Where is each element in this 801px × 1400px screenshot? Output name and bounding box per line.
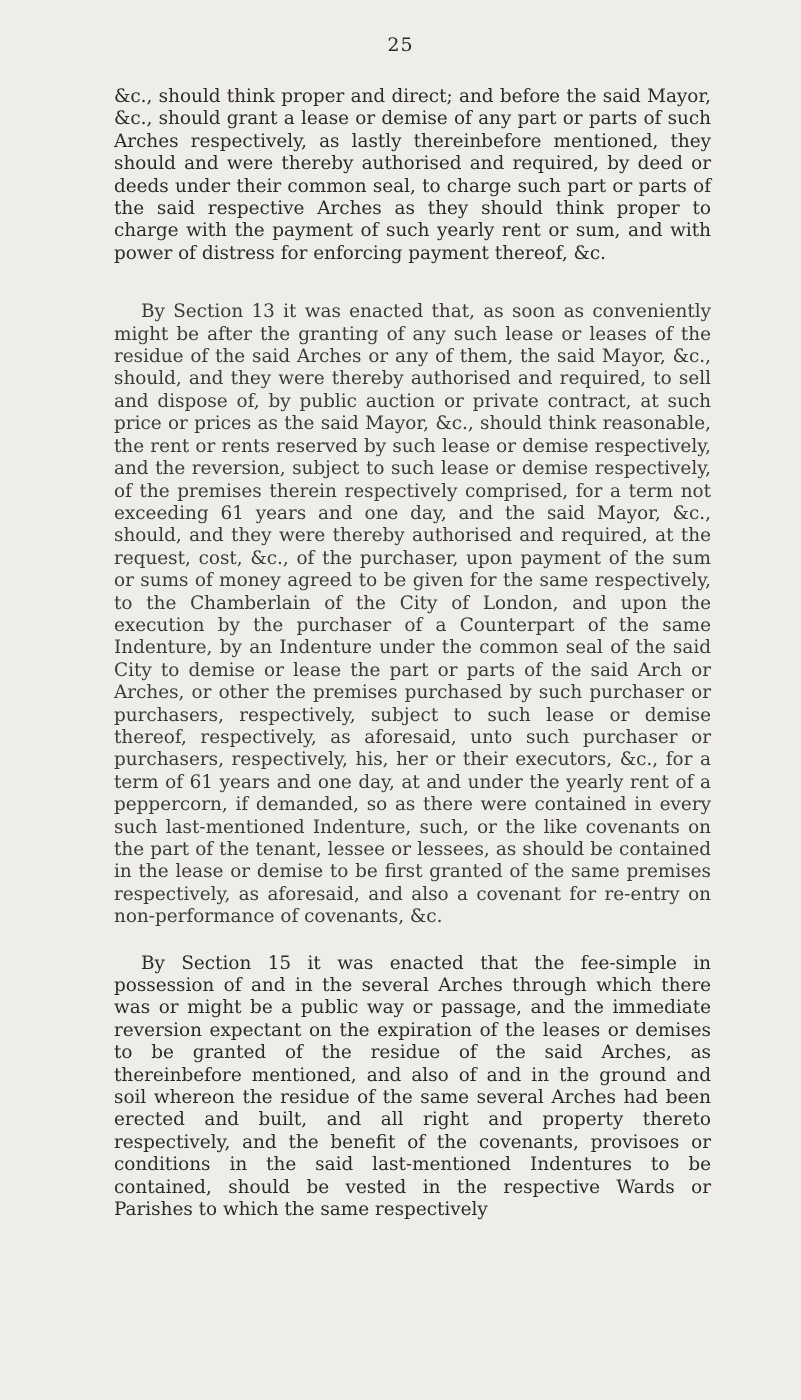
paragraph-arches-lease: &c., should think proper and direct; and before the said Mayor, &c., should grant a lease or demise of any part or parts of such Arches respectively, as lastly thereinbefore mentioned, they should and were thereby authorised and required, by deed or deeds under their common seal, to charge such part or parts of the said respective Arches as they should think proper to charge with the payment of such yearly rent or sum, and with power of distress for enforcing payment thereof, &c. [114, 86, 711, 264]
body-text [114, 86, 711, 1222]
paragraph-section-15: By Section 15 it was enacted that the fee-simple in possession of and in the several Arches through which there was or might be a public way or passage, and the immediate reversion expectant on the expiration of the leases or demises to be granted of the residue of the said Arches, as thereinbefore mentioned, and also of and in the ground and soil whereon the residue of the same several Arches had been erected and built, and all right and property thereto respectively, and the benefit of the covenants, provisoes or conditions in the said last-mentioned Indentures to be contained, should be vested in the respective Wards or Parishes to which the same respectively [114, 952, 711, 1221]
page-number: 25 [387, 34, 414, 56]
paragraph-section-13: By Section 13 it was enacted that, as soon as conveniently might be after the granting of any such lease or leases of the residue of the said Arches or any of them, the said Mayor, &c., should, and they were thereby authorised and required, to sell and dispose of, by public auction or private contract, at such price or prices as the said Mayor, &c., should think reasonable, the rent or rents reserved by such lease or demise respectively, and the reversion, subject to such lease or demise respectively, of the premises therein respectively comprised, for a term not exceeding 61 years and one day, and the said Mayor, &c., should, and they were thereby authorised and required, at the request, cost, &c., of the purchaser, upon payment of the sum or sums of money agreed to be given for the same respectively, to the Chamberlain of the City of London, and upon the execution by the purchaser of a Counterpart of the same Indenture, by an Indenture under the common seal of the said City to demise or lease the part or parts of the said Arch or Arches, or other the premises purchased by such purchaser or purchasers, respectively, subject to such lease or demise thereof, respectively, as aforesaid, unto such purchaser or purchasers, respectively, his, her or their executors, &c., for a term of 61 years and one day, at and under the yearly rent of a peppercorn, if demanded, so as there were contained in every such last-mentioned Indenture, such, or the like covenants on the part of the tenant, lessee or lessees, as should be contained in the lease or demise to be first granted of the same premises respectively, as aforesaid, and also a covenant for re-entry on non-performance of covenants, &c. [114, 301, 711, 928]
